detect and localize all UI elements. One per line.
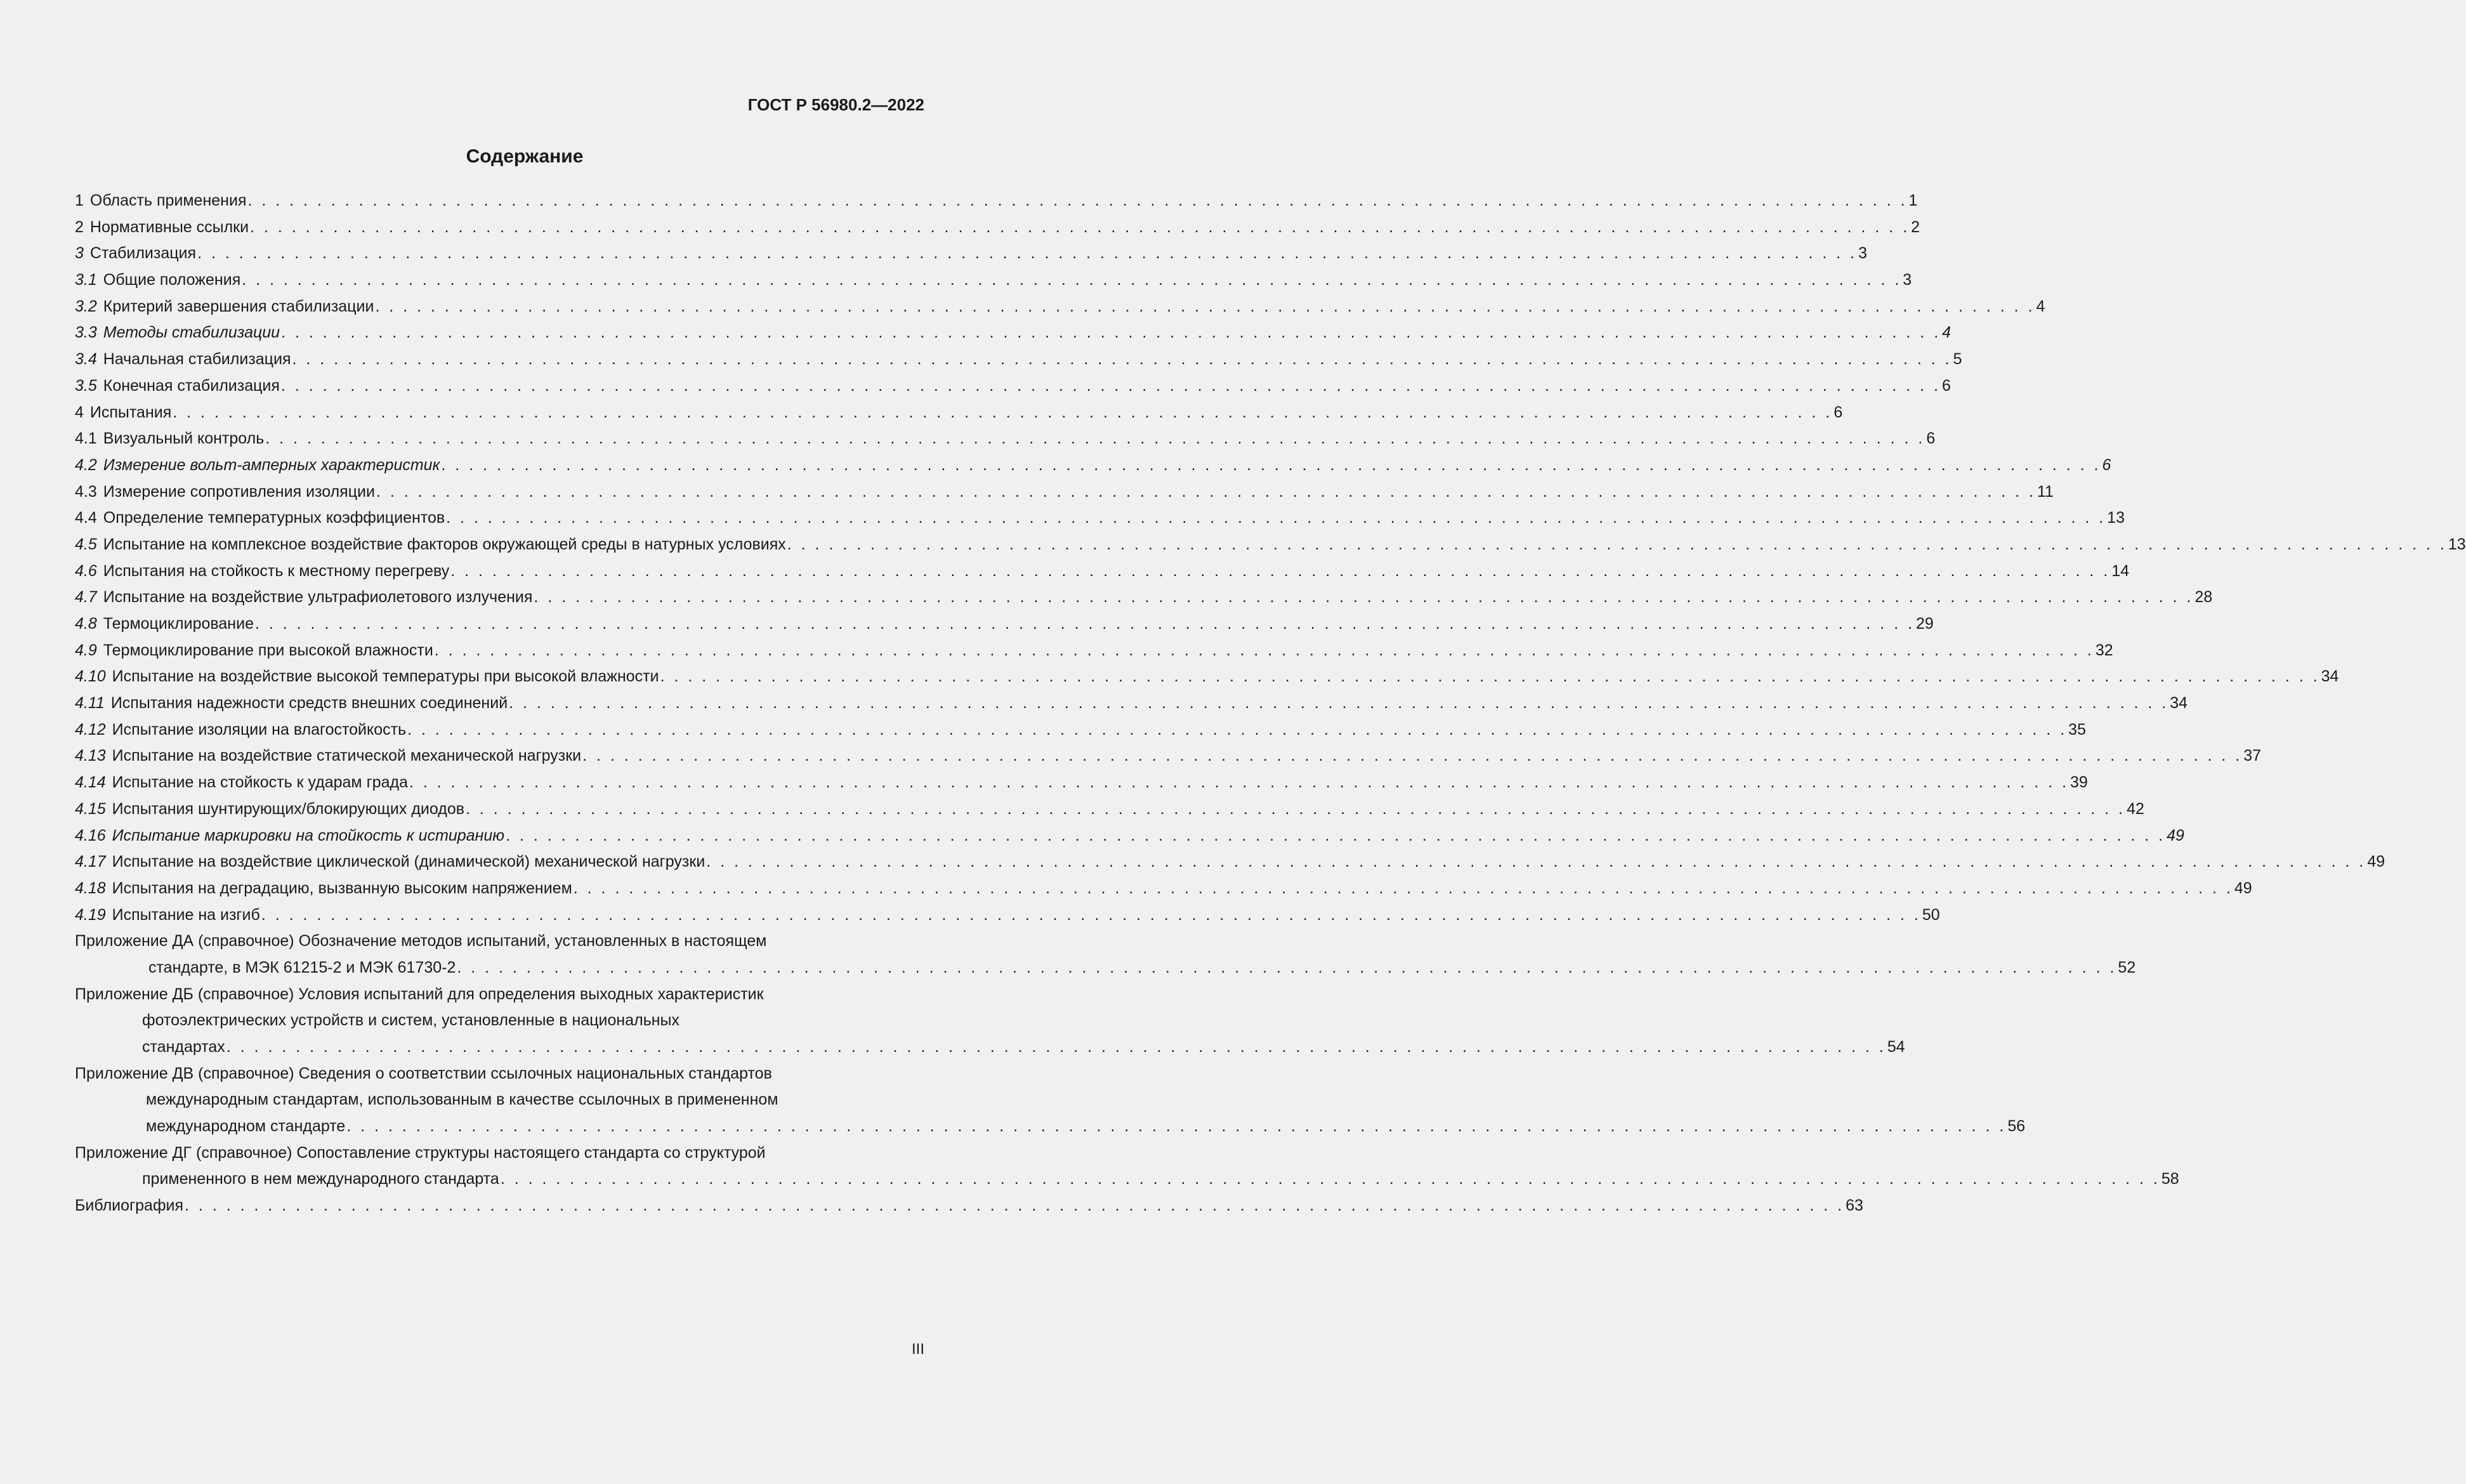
toc-entry-number: 4.1 bbox=[75, 430, 97, 448]
bibliography-page: 63 bbox=[1846, 1197, 1863, 1215]
toc-entry-label: Определение температурных коэффициентов bbox=[103, 509, 445, 527]
toc-entry-page: 13 bbox=[2107, 509, 2125, 527]
toc-entry-label: Испытание изоляции на влагостойкость bbox=[112, 720, 407, 739]
appendix-continuation-text: международном стандарте bbox=[146, 1117, 346, 1136]
dot-leader: . . . . . . . . . . . . . . . . . . . . . . . . . . . . . . . . . . . . . . . . . . . . . . . . . . . . . . . . . . . . . . . . . . . . . . . . . . . . . . . . . . . . . . . . . . . . . . . . . . . . . . . . . . . . . . . . . . . . . . . . bbox=[197, 244, 1858, 263]
toc-entry-number: 2 bbox=[75, 218, 84, 236]
appendix-title-line: Приложение ДБ (справочное) Условия испытаний для определения выходных характеристик bbox=[75, 985, 764, 1003]
toc-entry-number: 4.3 bbox=[75, 482, 97, 501]
toc-entry-page: 49 bbox=[2167, 826, 2184, 844]
dot-leader: . . . . . . . . . . . . . . . . . . . . . . . . . . . . . . . . . . . . . . . . . . . . . . . . . . . . . . . . . . . . . . . . . . . . . . . . . . . . . . . . . . . . . . . . . . . . . . . . . . . . . . . . . . . . . . . . . . . . . . . . bbox=[281, 324, 1941, 342]
toc-entry-label: Испытание на воздействие ультрафиолетового излучения bbox=[103, 588, 533, 607]
toc-entry[interactable] bbox=[75, 823, 2184, 850]
dot-leader: . . . . . . . . . . . . . . . . . . . . . . . . . . . . . . . . . . . . . . . . . . . . . . . . . . . . . . . . . . . . . . . . . . . . . . . . . . . . . . . . . . . . . . . . . . . . . . . . . . . . . . . . . . . . . . . . . . . . . . . . bbox=[660, 667, 2320, 686]
toc-entry-page: 49 bbox=[2234, 879, 2252, 897]
toc-entry[interactable] bbox=[75, 452, 2111, 479]
toc-entry[interactable] bbox=[75, 584, 2213, 611]
toc-entry-number: 4.4 bbox=[75, 509, 97, 527]
page-number: III bbox=[911, 1341, 924, 1358]
toc-entry-page: 4 bbox=[2036, 297, 2045, 315]
toc-entry-page: 1 bbox=[1908, 192, 1918, 209]
toc-entry-label: Испытание на изгиб bbox=[112, 905, 260, 924]
bibliography-entry[interactable] bbox=[75, 1193, 1863, 1219]
toc-entry-number: 4.7 bbox=[75, 588, 97, 607]
toc-entry[interactable] bbox=[75, 611, 1934, 638]
toc-entry[interactable] bbox=[75, 558, 2130, 585]
dot-leader: . . . . . . . . . . . . . . . . . . . . . . . . . . . . . . . . . . . . . . . . . . . . . . . . . . . . . . . . . . . . . . . . . . . . . . . . . . . . . . . . . . . . . . . . . . . . . . . . . . . . . . . . . . . . . . . . . . . . . . . . bbox=[506, 826, 2166, 844]
toc-entry[interactable] bbox=[75, 876, 2252, 902]
toc-entry-label: Термоциклирование bbox=[103, 615, 254, 633]
dot-leader: . . . . . . . . . . . . . . . . . . . . . . . . . . . . . . . . . . . . . . . . . . . . . . . . . . . . . . . . . . . . . . . . . . . . . . . . . . . . . . . . . . . . . . . . . . . . . . . . . . . . . . . . . . . . . . . . . . . . . . . . bbox=[706, 853, 2366, 871]
toc-entry-number: 1 bbox=[75, 192, 84, 209]
dot-leader: . . . . . . . . . . . . . . . . . . . . . . . . . . . . . . . . . . . . . . . . . . . . . . . . . . . . . . . . . . . . . . . . . . . . . . . . . . . . . . . . . . . . . . . . . . . . . . . . . . . . . . . . . . . . . . . . . . . . . . . . bbox=[280, 376, 1941, 395]
toc-entry-label: Испытания на деградацию, вызванную высоким напряжением bbox=[112, 879, 572, 897]
toc-entry[interactable] bbox=[75, 902, 1940, 929]
toc-entry-label: Конечная стабилизация bbox=[103, 376, 280, 395]
toc-entry[interactable] bbox=[75, 320, 1951, 346]
toc-entry-number: 4.18 bbox=[75, 879, 106, 897]
dot-leader: . . . . . . . . . . . . . . . . . . . . . . . . . . . . . . . . . . . . . . . . . . . . . . . . . . . . . . . . . . . . . . . . . . . . . . . . . . . . . . . . . . . . . . . . . . . . . . . . . . . . . . . . . . . . . . . . . . . . . . . . bbox=[446, 509, 2106, 527]
toc-entry-page: 14 bbox=[2111, 561, 2130, 580]
appendix-continuation-line bbox=[75, 1166, 2179, 1193]
toc-entry-label: Визуальный контроль bbox=[103, 430, 265, 448]
toc-entry-number: 4.10 bbox=[75, 667, 106, 686]
toc-entry-page: 2 bbox=[1911, 218, 1920, 236]
appendix-entry[interactable] bbox=[75, 928, 2136, 981]
dot-leader: . . . . . . . . . . . . . . . . . . . . . . . . . . . . . . . . . . . . . . . . . . . . . . . . . . . . . . . . . . . . . . . . . . . . . . . . . . . . . . . . . . . . . . . . . . . . . . . . . . . . . . . . . . . . . . . . . . . . . . . . bbox=[409, 773, 2069, 792]
toc-entry-number: 4.11 bbox=[75, 694, 105, 712]
bibliography-label: Библиография bbox=[75, 1197, 184, 1215]
toc-entry-label: Испытания шунтирующих/блокирующих диодов bbox=[112, 799, 465, 818]
appendix-page: 56 bbox=[2007, 1117, 2026, 1136]
dot-leader: . . . . . . . . . . . . . . . . . . . . . . . . . . . . . . . . . . . . . . . . . . . . . . . . . . . . . . . . . . . . . . . . . . . . . . . . . . . . . . . . . . . . . . . . . . . . . . . . . . . . . . . . . . . . . . . . . . . . . . . . bbox=[185, 1197, 1845, 1215]
dot-leader: . . . . . . . . . . . . . . . . . . . . . . . . . . . . . . . . . . . . . . . . . . . . . . . . . . . . . . . . . . . . . . . . . . . . . . . . . . . . . . . . . . . . . . . . . . . . . . . . . . . . . . . . . . . . . . . . . . . . . . . . bbox=[346, 1117, 2007, 1136]
dot-leader: . . . . . . . . . . . . . . . . . . . . . . . . . . . . . . . . . . . . . . . . . . . . . . . . . . . . . . . . . . . . . . . . . . . . . . . . . . . . . . . . . . . . . . . . . . . . . . . . . . . . . . . . . . . . . . . . . . . . . . . . bbox=[434, 641, 2094, 659]
toc-entry-number: 4.16 bbox=[75, 826, 106, 844]
dot-leader: . . . . . . . . . . . . . . . . . . . . . . . . . . . . . . . . . . . . . . . . . . . . . . . . . . . . . . . . . . . . . . . . . . . . . . . . . . . . . . . . . . . . . . . . . . . . . . . . . . . . . . . . . . . . . . . . . . . . . . . . bbox=[254, 615, 1915, 633]
toc-entry-number: 4.9 bbox=[75, 641, 97, 659]
toc-entry[interactable] bbox=[75, 770, 2088, 796]
toc-entry-number: 3.5 bbox=[75, 376, 97, 395]
dot-leader: . . . . . . . . . . . . . . . . . . . . . . . . . . . . . . . . . . . . . . . . . . . . . . . . . . . . . . . . . . . . . . . . . . . . . . . . . . . . . . . . . . . . . . . . . . . . . . . . . . . . . . . . . . . . . . . . . . . . . . . . bbox=[787, 535, 2447, 553]
dot-leader: . . . . . . . . . . . . . . . . . . . . . . . . . . . . . . . . . . . . . . . . . . . . . . . . . . . . . . . . . . . . . . . . . . . . . . . . . . . . . . . . . . . . . . . . . . . . . . . . . . . . . . . . . . . . . . . . . . . . . . . . bbox=[226, 1038, 1886, 1056]
toc-entry-label: Испытания bbox=[89, 403, 172, 421]
toc-entry-number: 4.17 bbox=[75, 853, 106, 871]
dot-leader: . . . . . . . . . . . . . . . . . . . . . . . . . . . . . . . . . . . . . . . . . . . . . . . . . . . . . . . . . . . . . . . . . . . . . . . . . . . . . . . . . . . . . . . . . . . . . . . . . . . . . . . . . . . . . . . . . . . . . . . . bbox=[582, 747, 2243, 765]
appendix-continuation-text: стандартах bbox=[142, 1038, 225, 1056]
appendix-continuation-line bbox=[75, 1087, 924, 1113]
toc-entry-label: Испытание на стойкость к ударам града bbox=[112, 773, 408, 792]
dot-leader: . . . . . . . . . . . . . . . . . . . . . . . . . . . . . . . . . . . . . . . . . . . . . . . . . . . . . . . . . . . . . . . . . . . . . . . . . . . . . . . . . . . . . . . . . . . . . . . . . . . . . . . . . . . . . . . . . . . . . . . . bbox=[509, 694, 2169, 712]
toc-entry-number: 4.12 bbox=[75, 720, 106, 739]
toc-entry-number: 3 bbox=[75, 244, 84, 263]
toc-entry-label: Испытание на воздействие циклической (динамической) механической нагрузки bbox=[112, 853, 705, 871]
appendix-entry[interactable] bbox=[75, 1140, 2179, 1193]
dot-leader: . . . . . . . . . . . . . . . . . . . . . . . . . . . . . . . . . . . . . . . . . . . . . . . . . . . . . . . . . . . . . . . . . . . . . . . . . . . . . . . . . . . . . . . . . . . . . . . . . . . . . . . . . . . . . . . . . . . . . . . . bbox=[441, 456, 2101, 474]
toc-entry-page: 35 bbox=[2068, 720, 2086, 739]
appendix-continuation-text: стандарте, в МЭК 61215-2 и МЭК 61730-2 bbox=[148, 958, 456, 976]
dot-leader: . . . . . . . . . . . . . . . . . . . . . . . . . . . . . . . . . . . . . . . . . . . . . . . . . . . . . . . . . . . . . . . . . . . . . . . . . . . . . . . . . . . . . . . . . . . . . . . . . . . . . . . . . . . . . . . . . . . . . . . . bbox=[407, 720, 2068, 739]
dot-leader: . . . . . . . . . . . . . . . . . . . . . . . . . . . . . . . . . . . . . . . . . . . . . . . . . . . . . . . . . . . . . . . . . . . . . . . . . . . . . . . . . . . . . . . . . . . . . . . . . . . . . . . . . . . . . . . . . . . . . . . . bbox=[242, 271, 1902, 289]
appendix-page: 54 bbox=[1887, 1038, 1905, 1056]
toc-entry-page: 6 bbox=[1926, 430, 1936, 448]
toc-entry-label: Испытания на стойкость к местному перегреву bbox=[103, 561, 450, 580]
toc-entry[interactable] bbox=[75, 426, 1936, 452]
toc-entry-number: 4.6 bbox=[75, 561, 97, 580]
dot-leader: . . . . . . . . . . . . . . . . . . . . . . . . . . . . . . . . . . . . . . . . . . . . . . . . . . . . . . . . . . . . . . . . . . . . . . . . . . . . . . . . . . . . . . . . . . . . . . . . . . . . . . . . . . . . . . . . . . . . . . . . bbox=[500, 1170, 2160, 1188]
toc-entry-label: Начальная стабилизация bbox=[103, 350, 291, 369]
dot-leader: . . . . . . . . . . . . . . . . . . . . . . . . . . . . . . . . . . . . . . . . . . . . . . . . . . . . . . . . . . . . . . . . . . . . . . . . . . . . . . . . . . . . . . . . . . . . . . . . . . . . . . . . . . . . . . . . . . . . . . . . bbox=[450, 561, 2111, 580]
toc-entry-page: 29 bbox=[1916, 615, 1934, 633]
toc-entry[interactable] bbox=[75, 479, 2054, 506]
dot-leader: . . . . . . . . . . . . . . . . . . . . . . . . . . . . . . . . . . . . . . . . . . . . . . . . . . . . . . . . . . . . . . . . . . . . . . . . . . . . . . . . . . . . . . . . . . . . . . . . . . . . . . . . . . . . . . . . . . . . . . . . bbox=[573, 879, 2233, 897]
dot-leader: . . . . . . . . . . . . . . . . . . . . . . . . . . . . . . . . . . . . . . . . . . . . . . . . . . . . . . . . . . . . . . . . . . . . . . . . . . . . . . . . . . . . . . . . . . . . . . . . . . . . . . . . . . . . . . . . . . . . . . . . bbox=[250, 218, 1910, 236]
toc-entry-page: 39 bbox=[2070, 773, 2088, 792]
toc-entry-number: 3.2 bbox=[75, 297, 97, 315]
appendix-page: 58 bbox=[2161, 1170, 2179, 1188]
toc-entry-page: 34 bbox=[2170, 694, 2188, 712]
toc-entry-label: Испытания надежности средств внешних соединений bbox=[110, 694, 508, 712]
appendix-continuation-text: международным стандартам, использованным в качестве ссылочных в примененном bbox=[146, 1091, 778, 1109]
toc-entry[interactable] bbox=[75, 214, 1920, 241]
toc-entry-page: 5 bbox=[1953, 350, 1962, 369]
toc-entry-page: 34 bbox=[2321, 667, 2339, 686]
toc-entry[interactable] bbox=[75, 240, 1868, 267]
appendix-entry[interactable] bbox=[75, 1061, 2026, 1140]
dot-leader: . . . . . . . . . . . . . . . . . . . . . . . . . . . . . . . . . . . . . . . . . . . . . . . . . . . . . . . . . . . . . . . . . . . . . . . . . . . . . . . . . . . . . . . . . . . . . . . . . . . . . . . . . . . . . . . . . . . . . . . . bbox=[457, 958, 2117, 976]
dot-leader: . . . . . . . . . . . . . . . . . . . . . . . . . . . . . . . . . . . . . . . . . . . . . . . . . . . . . . . . . . . . . . . . . . . . . . . . . . . . . . . . . . . . . . . . . . . . . . . . . . . . . . . . . . . . . . . . . . . . . . . . bbox=[261, 905, 1921, 924]
appendix-continuation-line bbox=[75, 1113, 2026, 1140]
appendix-page: 52 bbox=[2118, 958, 2136, 976]
toc-entry-page: 28 bbox=[2194, 588, 2213, 607]
appendix-title-line: Приложение ДГ (справочное) Сопоставление структуры настоящего стандарта со структурой bbox=[75, 1143, 766, 1162]
toc-entry[interactable] bbox=[75, 373, 1951, 400]
toc-entry-page: 3 bbox=[1903, 271, 1912, 289]
toc-entry-page: 6 bbox=[2102, 456, 2111, 474]
dot-leader: . . . . . . . . . . . . . . . . . . . . . . . . . . . . . . . . . . . . . . . . . . . . . . . . . . . . . . . . . . . . . . . . . . . . . . . . . . . . . . . . . . . . . . . . . . . . . . . . . . . . . . . . . . . . . . . . . . . . . . . . bbox=[375, 297, 2035, 315]
toc-entry-number: 4.2 bbox=[75, 456, 97, 474]
toc-entry-page: 6 bbox=[1833, 403, 1843, 421]
toc-entry-page: 37 bbox=[2243, 747, 2262, 765]
appendix-continuation-line bbox=[75, 1008, 924, 1034]
toc-entry-page: 49 bbox=[2367, 853, 2385, 871]
appendix-continuation-text: фотоэлектрических устройств и систем, установленные в национальных bbox=[142, 1011, 680, 1030]
toc-entry-label: Испытание маркировки на стойкость к истиранию bbox=[112, 826, 505, 844]
toc-entry-label: Испытание на комплексное воздействие факторов окружающей среды в натурных условиях bbox=[103, 535, 786, 553]
toc-entry[interactable] bbox=[75, 505, 2125, 532]
dot-leader: . . . . . . . . . . . . . . . . . . . . . . . . . . . . . . . . . . . . . . . . . . . . . . . . . . . . . . . . . . . . . . . . . . . . . . . . . . . . . . . . . . . . . . . . . . . . . . . . . . . . . . . . . . . . . . . . . . . . . . . . bbox=[292, 350, 1952, 369]
dot-leader: . . . . . . . . . . . . . . . . . . . . . . . . . . . . . . . . . . . . . . . . . . . . . . . . . . . . . . . . . . . . . . . . . . . . . . . . . . . . . . . . . . . . . . . . . . . . . . . . . . . . . . . . . . . . . . . . . . . . . . . . bbox=[265, 430, 1925, 448]
appendix-title-line: Приложение ДА (справочное) Обозначение методов испытаний, установленных в настоящем bbox=[75, 932, 767, 950]
toc-entry[interactable] bbox=[75, 849, 2385, 876]
appendix-entry[interactable] bbox=[75, 982, 1905, 1061]
toc-entry[interactable] bbox=[75, 796, 2144, 823]
toc-entry-page: 6 bbox=[1941, 376, 1951, 395]
toc-entry-number: 3.3 bbox=[75, 324, 97, 342]
toc-entry[interactable] bbox=[75, 188, 1918, 214]
toc-entry-label: Критерий завершения стабилизации bbox=[103, 297, 374, 315]
toc-entry-number: 4.14 bbox=[75, 773, 106, 792]
toc-entry[interactable] bbox=[75, 532, 2466, 558]
toc-entry-label: Измерение сопротивления изоляции bbox=[103, 482, 375, 501]
toc-entry-number: 4.5 bbox=[75, 535, 97, 553]
toc-entry[interactable] bbox=[75, 400, 1843, 426]
toc-entry-page: 32 bbox=[2095, 641, 2113, 659]
appendix-continuation-line bbox=[75, 955, 2136, 982]
toc-title: Содержание bbox=[466, 146, 584, 167]
toc-entry-number: 4 bbox=[75, 403, 84, 421]
toc-entry-number: 4.19 bbox=[75, 905, 106, 924]
toc-entry-number: 4.13 bbox=[75, 747, 106, 765]
toc-entry-label: Общие положения bbox=[103, 271, 241, 289]
toc-entry-number: 4.15 bbox=[75, 799, 106, 818]
toc-entry-page: 42 bbox=[2127, 799, 2144, 818]
toc-entry-number: 3.4 bbox=[75, 350, 97, 369]
toc-entry[interactable] bbox=[75, 743, 2262, 770]
appendix-continuation-line bbox=[75, 1034, 1905, 1061]
toc-entry-number: 4.8 bbox=[75, 615, 97, 633]
dot-leader: . . . . . . . . . . . . . . . . . . . . . . . . . . . . . . . . . . . . . . . . . . . . . . . . . . . . . . . . . . . . . . . . . . . . . . . . . . . . . . . . . . . . . . . . . . . . . . . . . . . . . . . . . . . . . . . . . . . . . . . . bbox=[247, 192, 1908, 209]
toc-entry[interactable] bbox=[75, 346, 1962, 373]
toc-entry-label: Нормативные ссылки bbox=[89, 218, 249, 236]
dot-leader: . . . . . . . . . . . . . . . . . . . . . . . . . . . . . . . . . . . . . . . . . . . . . . . . . . . . . . . . . . . . . . . . . . . . . . . . . . . . . . . . . . . . . . . . . . . . . . . . . . . . . . . . . . . . . . . . . . . . . . . . bbox=[376, 482, 2036, 501]
dot-leader: . . . . . . . . . . . . . . . . . . . . . . . . . . . . . . . . . . . . . . . . . . . . . . . . . . . . . . . . . . . . . . . . . . . . . . . . . . . . . . . . . . . . . . . . . . . . . . . . . . . . . . . . . . . . . . . . . . . . . . . . bbox=[466, 799, 2126, 818]
toc-entry-label: Область применения bbox=[89, 192, 247, 209]
appendix-continuation-text: примененного в нем международного стандарта bbox=[142, 1170, 499, 1188]
dot-leader: . . . . . . . . . . . . . . . . . . . . . . . . . . . . . . . . . . . . . . . . . . . . . . . . . . . . . . . . . . . . . . . . . . . . . . . . . . . . . . . . . . . . . . . . . . . . . . . . . . . . . . . . . . . . . . . . . . . . . . . . bbox=[173, 403, 1833, 421]
toc-entry-page: 4 bbox=[1942, 324, 1951, 342]
appendix-title-line: Приложение ДВ (справочное) Сведения о соответствии ссылочных национальных стандартов bbox=[75, 1064, 772, 1082]
toc-entry-label: Стабилизация bbox=[89, 244, 197, 263]
table-of-contents bbox=[75, 188, 2466, 1219]
toc-entry-label: Испытание на воздействие высокой температуры при высокой влажности bbox=[112, 667, 659, 686]
toc-entry-label: Измерение вольт-амперных характеристик bbox=[103, 456, 440, 474]
toc-entry[interactable] bbox=[75, 294, 2045, 320]
dot-leader: . . . . . . . . . . . . . . . . . . . . . . . . . . . . . . . . . . . . . . . . . . . . . . . . . . . . . . . . . . . . . . . . . . . . . . . . . . . . . . . . . . . . . . . . . . . . . . . . . . . . . . . . . . . . . . . . . . . . . . . . bbox=[534, 588, 2194, 607]
toc-entry-label: Термоциклирование при высокой влажности bbox=[103, 641, 433, 659]
toc-entry-label: Испытание на воздействие статической механической нагрузки bbox=[112, 747, 582, 765]
toc-entry-label: Методы стабилизации bbox=[103, 324, 280, 342]
toc-entry[interactable] bbox=[75, 664, 2339, 690]
toc-entry-page: 13 bbox=[2448, 535, 2466, 553]
document-code: ГОСТ Р 56980.2—2022 bbox=[747, 95, 924, 114]
toc-entry[interactable] bbox=[75, 717, 2086, 744]
toc-entry-page: 11 bbox=[2037, 482, 2054, 501]
toc-entry[interactable] bbox=[75, 690, 2188, 717]
toc-entry[interactable] bbox=[75, 638, 2113, 664]
toc-entry-page: 3 bbox=[1858, 244, 1868, 263]
toc-entry[interactable] bbox=[75, 267, 1912, 294]
toc-entry-page: 50 bbox=[1922, 905, 1940, 924]
toc-entry-number: 3.1 bbox=[75, 271, 97, 289]
